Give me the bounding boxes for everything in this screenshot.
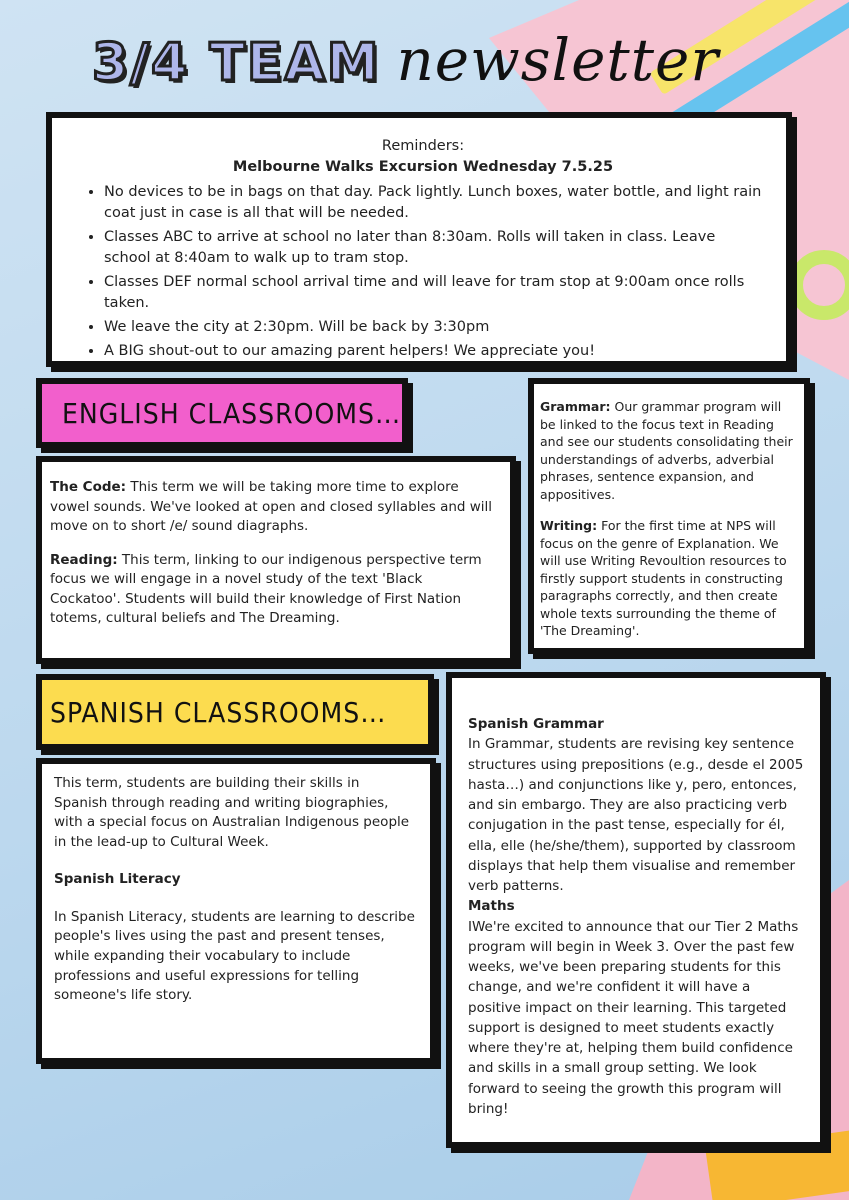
spanish-intro: This term, students are building their skills in Spanish through reading and writing biographies, with a special focus on Australian Indigenous people in the lead-up to Cultural Week. [54,775,410,850]
english-code-reading-box [36,456,516,664]
reminders-box [46,112,792,367]
list-item: • Classes ABC to arrive at school no later than 8:30am. Rolls will taken in class. Leave school at 8:40am to walk up to tram stop. [104,227,764,269]
spanish-literacy-box [36,758,436,1064]
reminders-subheading: Melbourne Walks Excursion Wednesday 7.5.25 [232,159,614,176]
spanish-literacy-heading: Spanish Literacy [54,871,181,888]
code-text: This term we will be taking more time to explore vowel sounds. We've looked at open and closed syllables and will move on to short /e/ sound diagraphs. [50,479,493,535]
reminders-heading: Reminders: [381,138,465,154]
writing-label: Writing: [540,518,598,533]
code-label: The Code: [50,479,127,495]
english-classrooms-banner: ENGLISH CLASSROOMS… [36,378,408,448]
maths-heading: Maths [468,898,515,915]
spanish-literacy-text: In Spanish Literacy, students are learning to describe people's lives using the past and present tenses, while expanding their vocabulary to include professions and useful expressions for telling someone's life story. [54,908,415,1004]
maths-text: IWe're excited to announce that our Tier 2 Maths program will begin in Week 3. Over the past few weeks, we've been preparing students for this change, and we're confident it will have a positive impact on their learning. This targeted support is designed to meet students exactly where they're at, helping them build confidence and skills in a small group setting. We look forward to seeing the growth this program will bring! [468,918,799,1117]
grammar-text: Our grammar program will be linked to the focus text in Reading and see our students consolidating their understandings of adverbs, adverbial phrases, sentence expansion, and appositives. [540,399,793,502]
english-grammar-writing-box [528,378,810,654]
spanish-grammar-heading: Spanish Grammar [468,716,604,732]
reading-label: Reading: [50,551,118,568]
writing-paragraph [540,517,796,640]
grammar-label: Grammar: [540,399,611,414]
writing-text: For the first time at NPS will focus on the genre of Explanation. We will use Writing Revoultion resources to firstly support students in constructing paragraphs correctly, and then create whole texts surrounding the theme of 'The Dreaming'. [540,518,787,638]
reminders-list [82,182,764,362]
list-item: • A BIG shout-out to our amazing parent helpers! We appreciate you! [104,341,764,362]
title-script: newsletter [396,26,720,94]
reading-paragraph [50,551,496,629]
list-item: • Classes DEF normal school arrival time and will leave for tram stop at 9:00am once rolls taken. [104,272,764,314]
newsletter-title [92,26,719,96]
spanish-classrooms-banner: SPANISH CLASSROOMS… [36,674,434,750]
spanish-grammar-maths-box [446,672,826,1148]
title-main: 3/4 TEAM [92,33,381,93]
list-item: • No devices to be in bags on that day. Pack lightly. Lunch boxes, water bottle, and light rain coat just in case is all that will be needed. [104,182,764,224]
grammar-paragraph [540,398,796,503]
reading-text: This term, linking to our indigenous perspective term focus we will engage in a novel study of the text 'Black Cockatoo'. Students will build their knowledge of First Nation totems, cultural beliefs and The Dreaming. [50,551,482,627]
list-item: • We leave the city at 2:30pm. Will be back by 3:30pm [104,317,764,338]
code-paragraph [50,478,496,537]
spanish-grammar-text: In Grammar, students are revising key sentence structures using prepositions (e.g., desde el 2005 hasta…) and conjunctions like y, pero, entonces, and sin embargo. They are also practicing verb conjugation in the past tense, especially for él, ella, elle (he/she/them), supported by classroom displays that help them visualise and remember verb patterns. [468,736,804,894]
